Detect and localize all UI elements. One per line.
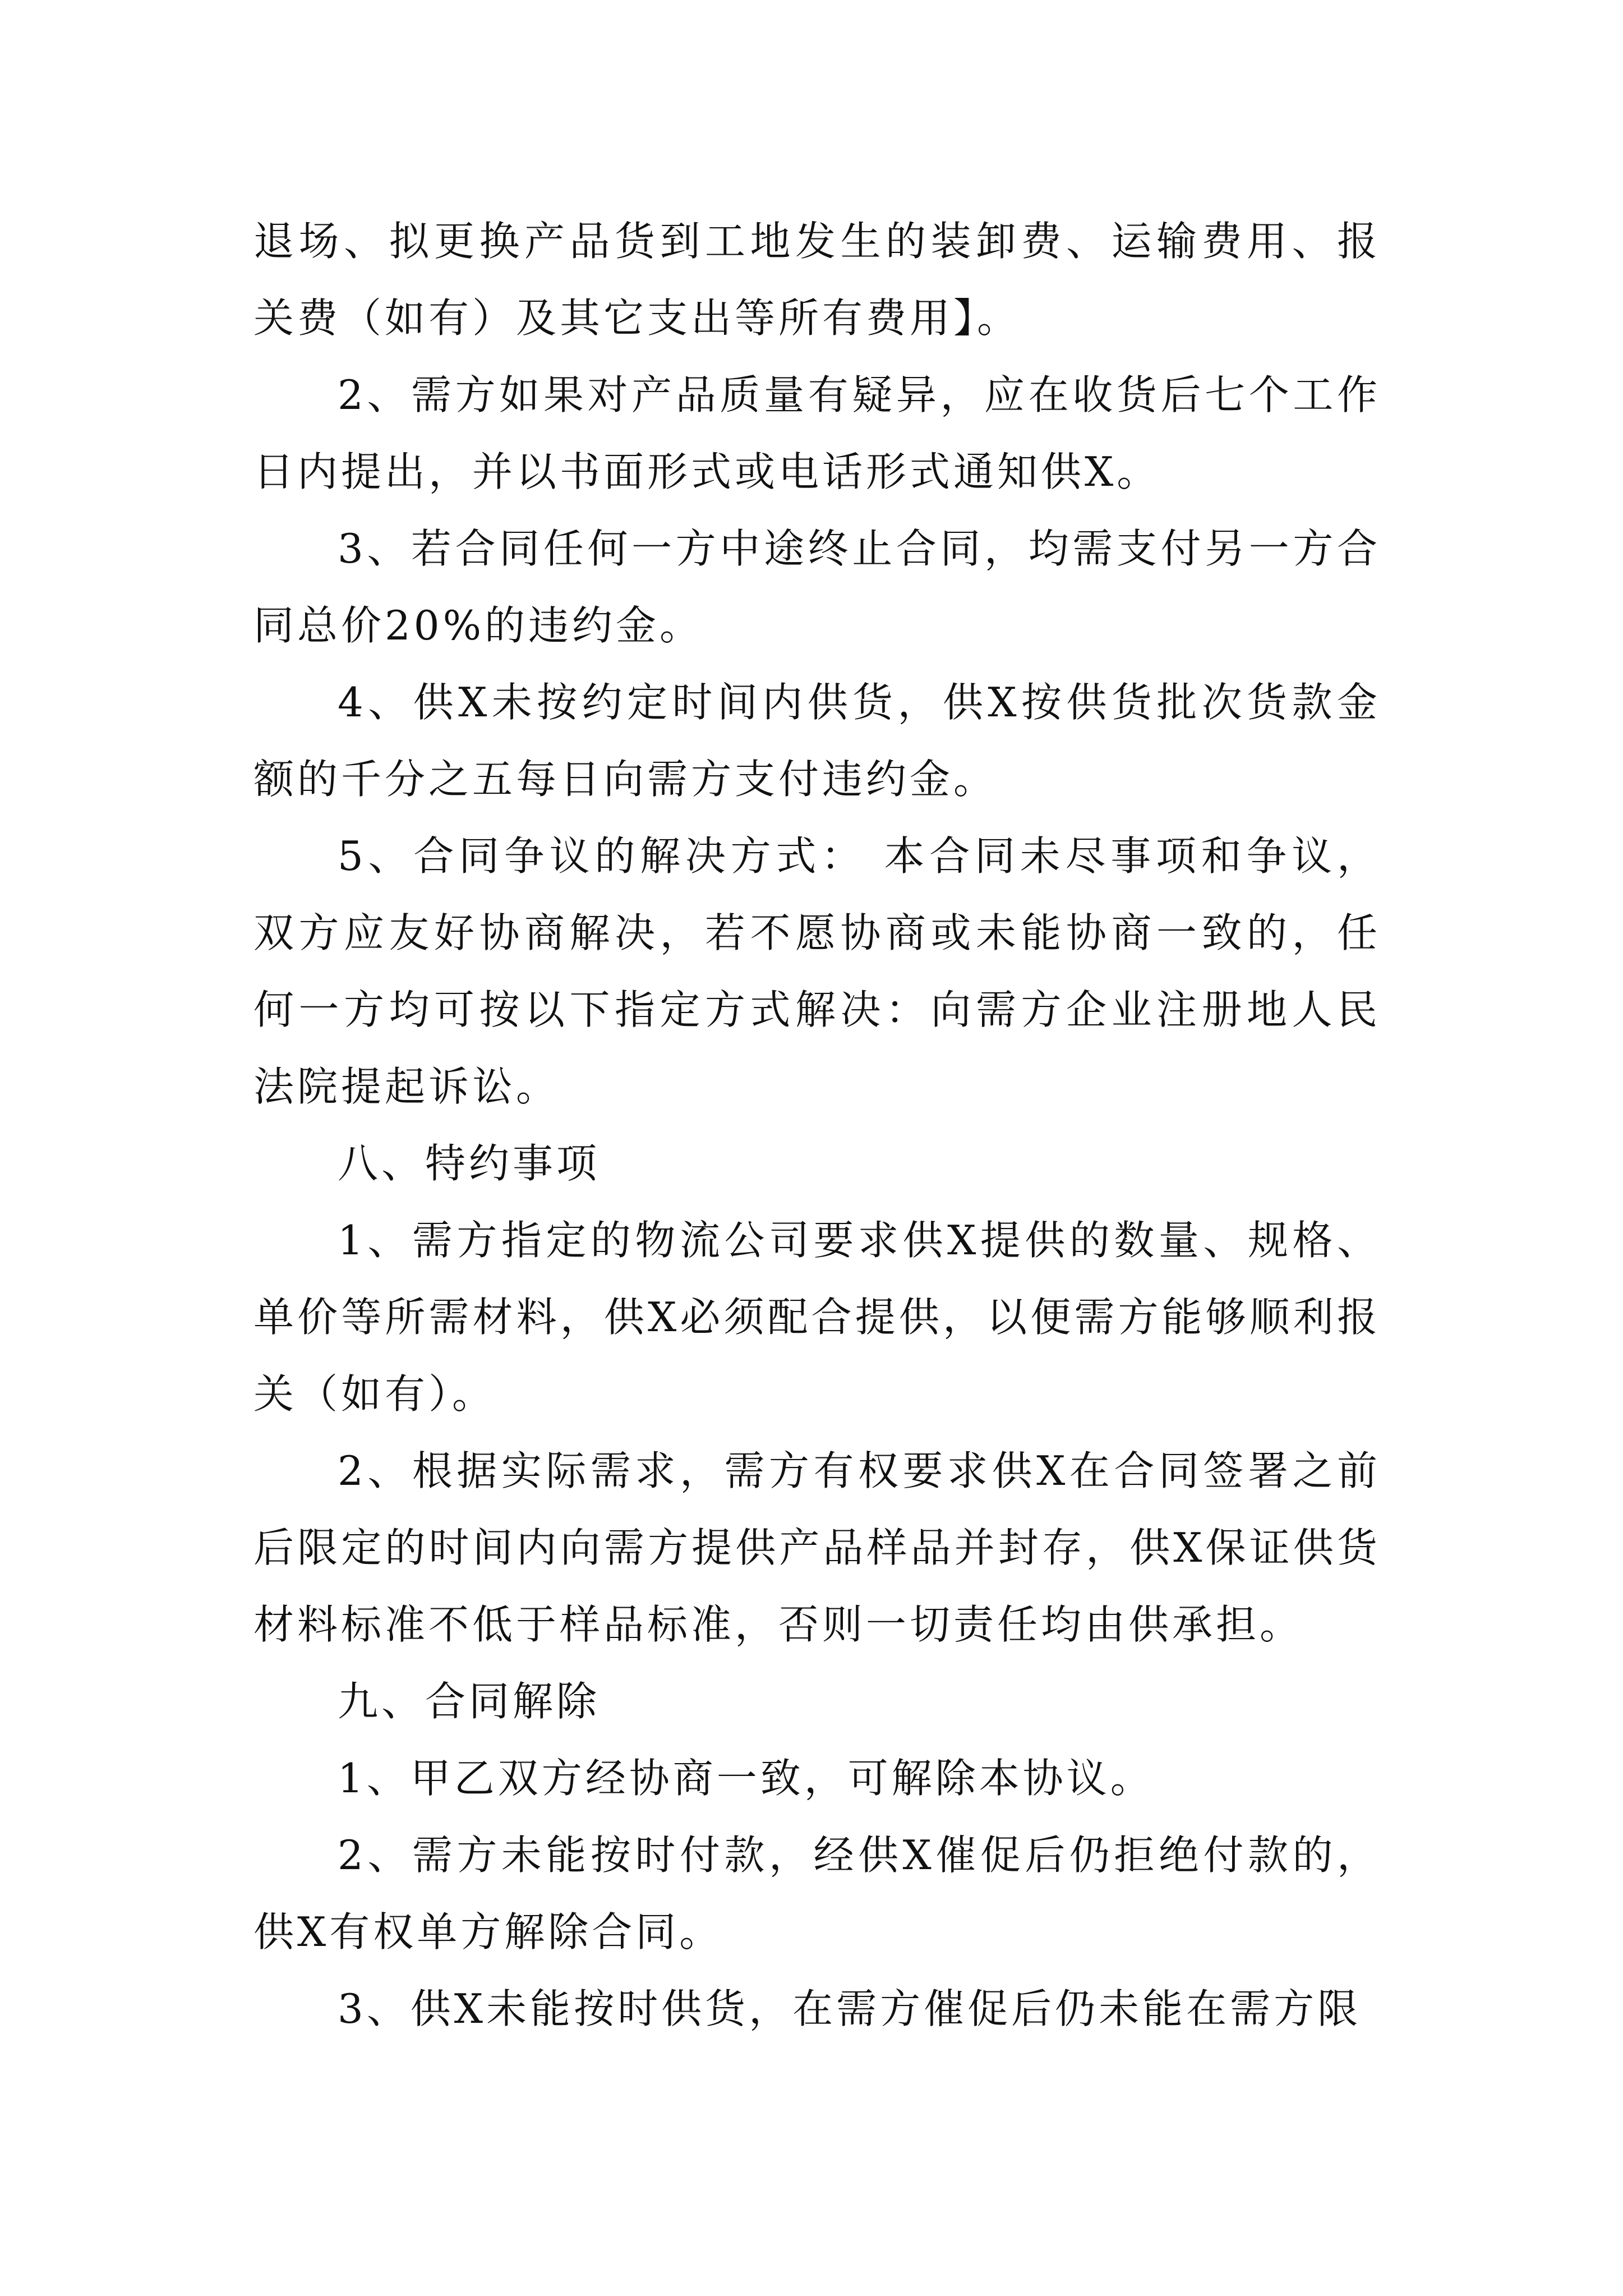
- clause-3-termination-penalty: 3、若合同任何一方中途终止合同，均需支付另一方合同总价20%的违约金。: [253, 525, 1381, 649]
- paragraph-continuation: 退场、拟更换产品货到工地发生的装卸费、运输费用、报关费（如有）及其它支出等所有费用】。: [253, 218, 1381, 342]
- section-heading-special-terms: 八、特约事项: [338, 1140, 601, 1187]
- clause-5-dispute-resolution: 5、合同争议的解决方式： 本合同未尽事项和争议，双方应友好协商解决，若不愿协商或未能协商一致的，任何一方均可按以下指定方式解决：向需方企业注册地人民法院提起诉讼。: [253, 832, 1381, 1110]
- document-body: [253, 203, 1381, 2047]
- section-heading-contract-termination: 九、合同解除: [338, 1678, 601, 1725]
- termination-2-nonpayment: 2、需方未能按时付款，经供X催促后仍拒绝付款的，供X有权单方解除合同。: [253, 1832, 1381, 1955]
- termination-1-mutual: 1、甲乙双方经协商一致，可解除本协议。: [338, 1755, 1154, 1802]
- special-term-1-logistics: 1、需方指定的物流公司要求供X提供的数量、规格、单价等所需材料，供X必须配合提供，以便需方能够顺利报关（如有）。: [253, 1217, 1381, 1418]
- termination-3-nondelivery: 3、供X未能按时供货，在需方催促后仍未能在需方限: [338, 1985, 1362, 2032]
- special-term-2-samples: 2、根据实际需求，需方有权要求供X在合同签署之前后限定的时间内向需方提供产品样品并封存，供X保证供货材料标准不低于样品标准，否则一切责任均由供承担。: [253, 1447, 1381, 1648]
- clause-2-quality-objection: 2、需方如果对产品质量有疑异，应在收货后七个工作日内提出，并以书面形式或电话形式通知供X。: [253, 371, 1381, 495]
- clause-4-late-delivery-penalty: 4、供X未按约定时间内供货，供X按供货批次货款金额的千分之五每日向需方支付违约金。: [253, 679, 1381, 803]
